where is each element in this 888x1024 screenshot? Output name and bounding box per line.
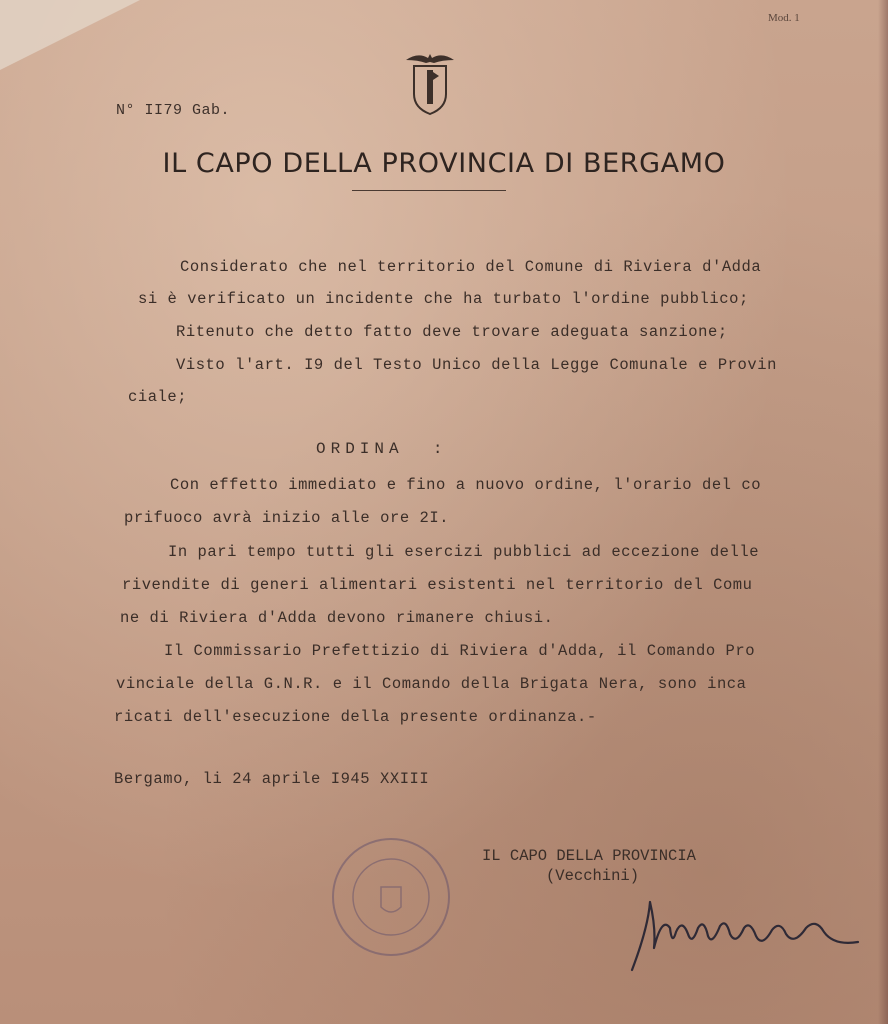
body-line: Il Commissario Prefettizio di Riviera d'Adda, il Comando Pro	[164, 642, 756, 660]
preamble-line: ciale;	[128, 388, 188, 406]
official-stamp	[326, 832, 456, 962]
signature-block	[482, 847, 742, 885]
handwritten-signature	[610, 888, 870, 978]
protocol-number: N° II79 Gab.	[116, 102, 231, 119]
body-line: rivendite di generi alimentari esistenti nel territorio del Comu	[122, 576, 753, 594]
preamble-line: Visto l'art. I9 del Testo Unico della Legge Comunale e Provin	[176, 356, 777, 374]
ordina-heading: ORDINA :	[316, 440, 448, 458]
date-line: Bergamo, li 24 aprile I945 XXIII	[114, 770, 430, 788]
folded-corner	[0, 0, 140, 70]
eagle-fasces-emblem-icon	[404, 50, 456, 116]
body-line: prifuoco avrà inizio alle ore 2I.	[124, 509, 450, 527]
signatory-name: (Vecchini)	[546, 867, 640, 885]
form-label: Mod. 1	[768, 12, 800, 24]
preamble-line: si è verificato un incidente che ha turbato l'ordine pubblico;	[138, 290, 749, 308]
title-divider	[352, 190, 506, 191]
body-line: vinciale della G.N.R. e il Comando della Brigata Nera, sono inca	[116, 675, 747, 693]
body-line: Con effetto immediato e fino a nuovo ordine, l'orario del co	[170, 476, 762, 494]
body-line: ne di Riviera d'Adda devono rimanere chiusi.	[120, 609, 554, 627]
body-line: ricati dell'esecuzione della presente ordinanza.-	[114, 708, 597, 726]
page-title: IL CAPO DELLA PROVINCIA DI BERGAMO	[162, 148, 726, 179]
signatory-title: IL CAPO DELLA PROVINCIA	[482, 847, 696, 865]
preamble-line: Ritenuto che detto fatto deve trovare adeguata sanzione;	[176, 323, 728, 341]
body-line: In pari tempo tutti gli esercizi pubblici ad eccezione delle	[168, 543, 760, 561]
preamble-line: Considerato che nel territorio del Comune di Riviera d'Adda	[180, 258, 762, 276]
